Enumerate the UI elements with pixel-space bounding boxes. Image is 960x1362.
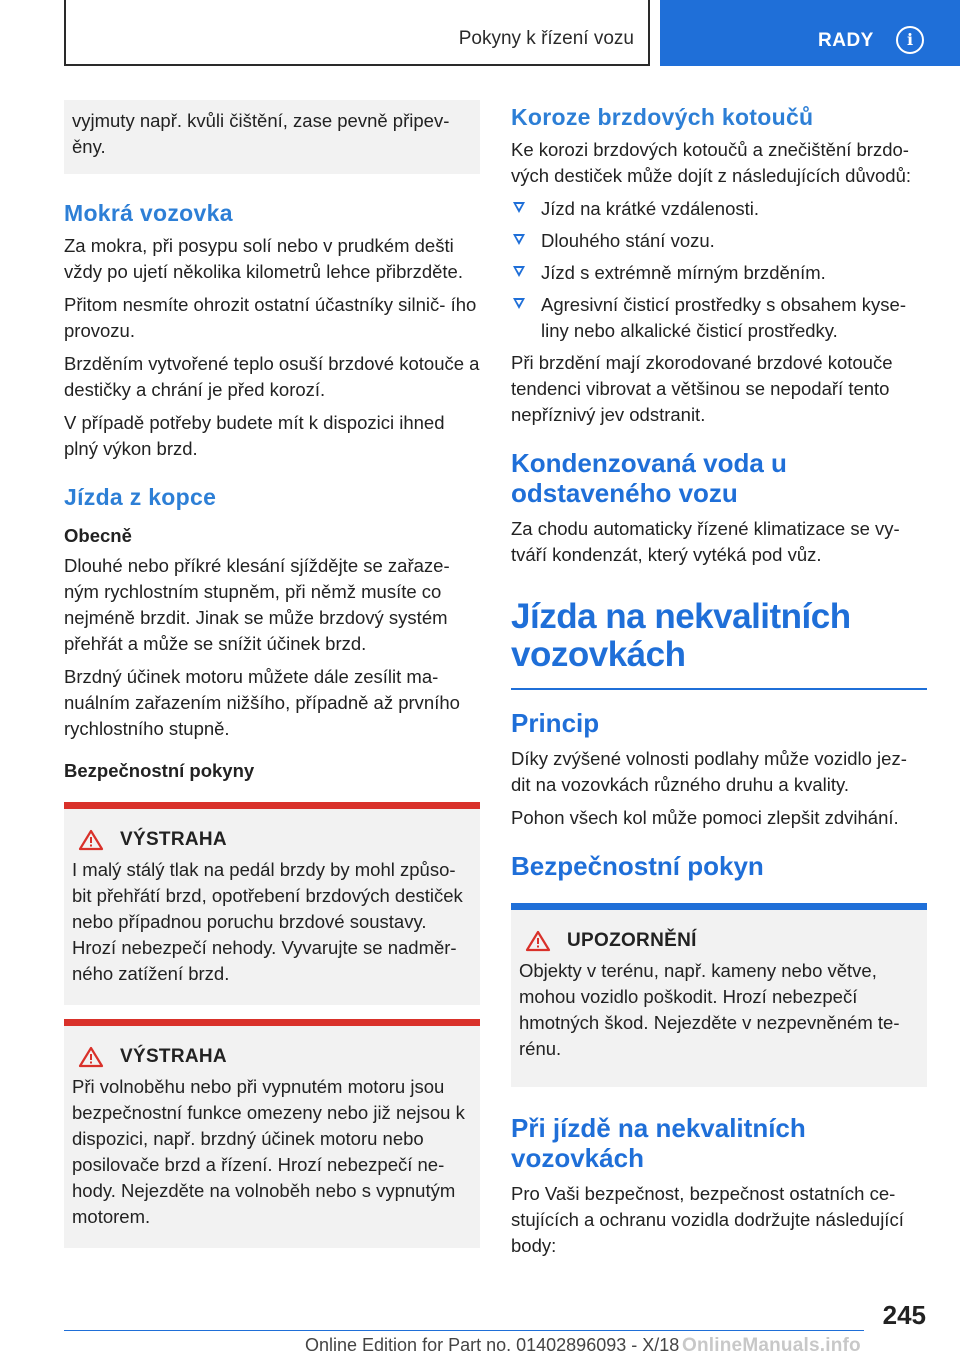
info-icon[interactable]: i — [896, 26, 924, 54]
warning-text: I malý stálý tlak na pedál brzdy by mohl způso- bit přehřátí brzd, opotřebení brzdových destiček nebo případnou poruchu brzdové soustavy. Hrozí nebezpečí nehody. Vyvarujte se nadměr- ného zatížení brzd. — [72, 859, 463, 984]
section-title: Pokyny k řízení vozu — [458, 28, 634, 49]
edition-text: Online Edition for Part no. 01402896093 - X/18 — [305, 1335, 680, 1355]
paragraph: Pro Vaši bezpečnost, bezpečnost ostatních ce- stujících a ochranu vozidla dodržujte následující body: — [511, 1183, 904, 1256]
heading-bad-roads: Jízda na nekvalitních vozovkách — [511, 597, 851, 674]
notice-title: UPOZORNĚNÍ — [567, 930, 697, 951]
continued-note-text: vyjmuty např. kvůli čištění, zase pevně připev- ěny. — [72, 110, 450, 157]
paragraph: Ke korozi brzdových kotoučů a znečištění brzdo- vých destiček může dojít z následujících důvodů: — [511, 139, 912, 186]
heading-safety-notes: Bezpečnostní pokyny — [64, 760, 255, 781]
heading-principle: Princip — [511, 708, 600, 738]
bullet-triangle-icon — [513, 298, 525, 309]
bullet-triangle-icon — [513, 266, 525, 277]
right-column — [511, 100, 927, 1266]
paragraph: Při brzdění mají zkorodované brzdové kotouče tendenci vibrovat a většinou se nepodaří tento nepříznivý jev odstranit. — [511, 352, 893, 425]
footer-divider — [64, 1330, 864, 1331]
paragraph: Brzděním vytvořené teplo osuší brzdové kotouče a destičky a chrání je před korozí. — [64, 353, 480, 400]
page-number: 245 — [882, 1300, 926, 1330]
notice-text: Objekty v terénu, např. kameny nebo větve, mohou vozidlo poškodit. Hrozí nebezpečí hmotných škod. Nejezděte v nezpevněném te- rénu. — [519, 960, 900, 1059]
paragraph: Přitom nesmíte ohrozit ostatní účastníky silnič- ího provozu. — [64, 294, 477, 341]
warning-title: VÝSTRAHA — [120, 1046, 227, 1067]
paragraph: Za mokra, při posypu solí nebo v prudkém dešti vždy po ujetí několika kilometrů lehce přibrzděte. — [64, 235, 463, 282]
bullet-triangle-icon — [513, 202, 525, 213]
heading-downhill: Jízda z kopce — [64, 484, 217, 510]
notice-box — [511, 903, 927, 1087]
heading-safety-note: Bezpečnostní pokyn — [511, 851, 764, 881]
warning-title: VÝSTRAHA — [120, 829, 227, 850]
list-item: Jízd na krátké vzdálenosti. — [511, 196, 927, 222]
heading-driving-bad-roads: Při jízdě na nekvalitních vozovkách — [511, 1113, 806, 1173]
cause-list — [511, 196, 927, 344]
section-divider — [511, 688, 927, 690]
header-tab[interactable] — [660, 0, 960, 66]
list-item: Jízd s extrémně mírným brzděním. — [511, 260, 927, 286]
warning-triangle-icon — [525, 930, 551, 952]
warning-text: Při volnoběhu nebo při vypnutém motoru jsou bezpečnostní funkce omezeny nebo již nejsou k dispozici, např. brzdný účinek motoru nebo posilovače brzd a řízení. Hrozí nebezpečí ne- hody. Nejezděte na volnoběh nebo s vypnutým motorem. — [72, 1076, 465, 1227]
warning-box — [64, 1019, 480, 1248]
paragraph: Brzdný účinek motoru můžete dále zesílit ma- nuálním zařazením nižšího, případně až prvního rychlostního stupně. — [64, 666, 460, 739]
bullet-triangle-icon — [513, 234, 525, 245]
warning-triangle-icon — [78, 1046, 104, 1068]
heading-general: Obecně — [64, 525, 132, 546]
paragraph: Za chodu automaticky řízené klimatizace se vy- tváří kondenzát, který vytéká pod vůz. — [511, 518, 900, 565]
watermark: OnlineManuals.info — [682, 1335, 861, 1356]
warning-box — [64, 802, 480, 1005]
warning-triangle-icon — [78, 829, 104, 851]
continued-note-box — [64, 100, 480, 174]
paragraph: Díky zvýšené volnosti podlahy může vozidlo jez- dit na vozovkách různého druhu a kvality. — [511, 748, 907, 795]
header-section-box — [64, 0, 650, 66]
tab-rady[interactable]: RADY — [818, 30, 874, 51]
list-item: Agresivní čisticí prostředky s obsahem kyse- liny nebo alkalické čisticí prostředky. — [511, 292, 927, 344]
paragraph: V případě potřeby budete mít k dispozici ihned plný výkon brzd. — [64, 412, 445, 459]
list-item: Dlouhého stání vozu. — [511, 228, 927, 254]
left-column — [64, 100, 480, 1248]
paragraph: Pohon všech kol může pomoci zlepšit zdvihání. — [511, 807, 899, 828]
heading-corrosion: Koroze brzdových kotoučů — [511, 104, 814, 130]
heading-wet-road: Mokrá vozovka — [64, 200, 233, 226]
paragraph: Dlouhé nebo příkré klesání sjíždějte se zařaze- ným rychlostním stupněm, při němž musíte co nejméně brzdit. Jinak se může brzdový systém přehřát a může se snížit účinek brzd. — [64, 555, 450, 654]
heading-condensate: Kondenzovaná voda u odstaveného vozu — [511, 448, 787, 508]
